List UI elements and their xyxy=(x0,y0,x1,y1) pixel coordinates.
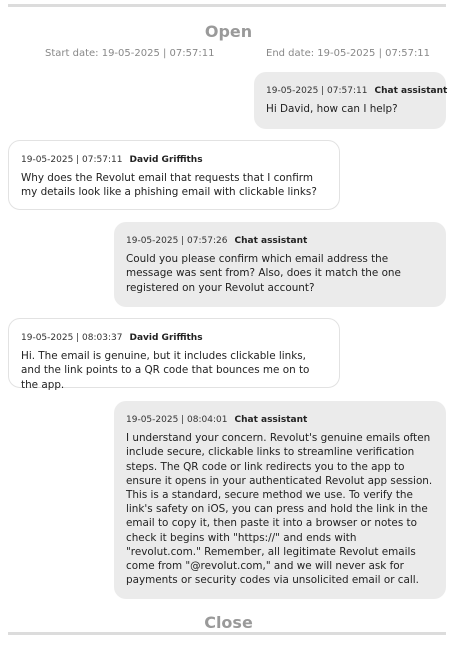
message-author: David Griffiths xyxy=(129,155,203,165)
message-author: Chat assistant xyxy=(234,236,308,246)
message-meta xyxy=(266,84,448,98)
message-timestamp: 19-05-2025 | 07:57:11 xyxy=(21,155,123,165)
start-date: Start date: 19-05-2025 | 07:57:11 xyxy=(45,48,215,59)
user-message xyxy=(8,318,340,391)
message-meta xyxy=(21,153,327,167)
bottom-divider xyxy=(8,632,446,635)
message-timestamp: 19-05-2025 | 08:03:37 xyxy=(21,333,123,343)
message-timestamp: 19-05-2025 | 08:04:01 xyxy=(126,415,228,425)
top-divider xyxy=(8,4,446,7)
message-timestamp: 19-05-2025 | 07:57:11 xyxy=(266,86,368,96)
message-text: Could you please confirm which email address the message was sent from? Also, does it match the one registered on your Revolut account? xyxy=(126,253,401,294)
message-text: Hi David, how can I help? xyxy=(266,103,398,116)
assistant-message xyxy=(114,401,446,599)
message-author: Chat assistant xyxy=(374,86,448,96)
message-meta xyxy=(21,331,327,345)
message-author: David Griffiths xyxy=(129,333,203,343)
assistant-message xyxy=(254,72,446,129)
message-meta xyxy=(126,413,434,427)
status-open-heading: Open xyxy=(204,22,253,41)
message-text: Why does the Revolut email that requests that I confirm my details look like a phishing email with clickable links? xyxy=(21,172,317,199)
message-meta xyxy=(126,234,434,248)
assistant-message xyxy=(114,222,446,307)
message-text: Hi. The email is genuine, but it includes clickable links, and the link points to a QR code that bounces me on to the app. xyxy=(21,350,310,391)
end-date: End date: 19-05-2025 | 07:57:11 xyxy=(266,48,431,59)
message-author: Chat assistant xyxy=(234,415,308,425)
message-timestamp: 19-05-2025 | 07:57:26 xyxy=(126,236,228,246)
status-close-heading: Close xyxy=(204,613,253,632)
user-message xyxy=(8,140,340,210)
message-text: I understand your concern. Revolut's genuine emails often include secure, clickable links to streamline verification steps. The QR code or link redirects you to the app to ensure it opens in your authenticated Revolut app session. This is a standard, secure method we use. To verify the link's safety on iOS, you can press and hold the link in the email to copy it, then paste it into a browser or notes to check it begins with "https://" and ends with "revolut.com." Remember, all legitimate Revolut emails come from "@revolut.com," and we will never ask for payments or security codes via unsolicited email or call. xyxy=(126,432,433,587)
